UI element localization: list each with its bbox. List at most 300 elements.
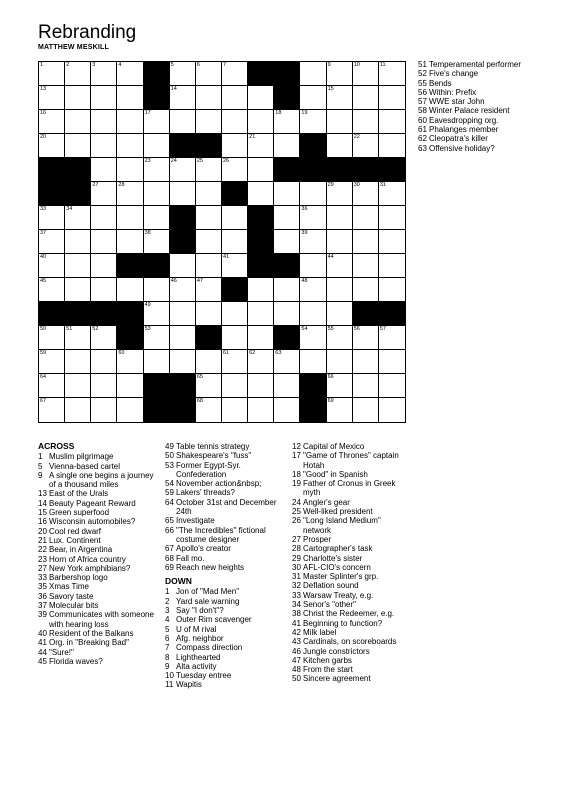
clue-item [292, 554, 410, 563]
clue-number: 31 [292, 572, 301, 582]
grid-cell[interactable] [65, 374, 91, 398]
grid-cell[interactable] [248, 182, 274, 206]
clue-number: 67 [165, 544, 174, 554]
cell-number: 68 [196, 398, 203, 404]
cell-number: 22 [353, 134, 360, 140]
clue-item [418, 125, 538, 134]
grid-cell[interactable] [274, 278, 300, 302]
clue-item [165, 597, 283, 606]
clue-number: 65 [165, 516, 174, 526]
grid-cell[interactable] [379, 326, 405, 350]
grid-cell[interactable] [117, 62, 143, 86]
grid-cell[interactable] [248, 134, 274, 158]
grid-cell[interactable] [353, 350, 379, 374]
grid-cell[interactable] [39, 350, 65, 374]
clue-item [292, 665, 410, 674]
clue-text: Sincere agreement [303, 674, 371, 684]
grid-cell[interactable] [91, 278, 117, 302]
grid-cell[interactable] [39, 254, 65, 278]
grid-cell[interactable] [379, 86, 405, 110]
grid-cell[interactable] [379, 278, 405, 302]
clue-number: 1 [165, 587, 170, 597]
grid-cell[interactable] [274, 350, 300, 374]
grid-cell[interactable] [222, 86, 248, 110]
grid-cell[interactable] [327, 398, 353, 422]
clue-item [38, 564, 156, 573]
clue-text: U of M rival [176, 624, 217, 634]
clue-text: Bends [429, 78, 452, 88]
grid-cell[interactable] [117, 134, 143, 158]
clue-item [292, 470, 410, 479]
grid-cell[interactable] [274, 230, 300, 254]
grid-cell[interactable] [379, 254, 405, 278]
grid-cell[interactable] [379, 134, 405, 158]
grid-cell[interactable] [274, 206, 300, 230]
cell-number: 41 [223, 254, 230, 260]
cell-number: 3 [92, 62, 96, 68]
grid-cell[interactable] [222, 110, 248, 134]
grid-cell[interactable] [65, 350, 91, 374]
grid-block [274, 62, 300, 86]
clue-item [38, 629, 156, 638]
grid-cell[interactable] [170, 254, 196, 278]
grid-cell[interactable] [39, 398, 65, 422]
grid-cell[interactable] [248, 110, 274, 134]
grid-block [248, 254, 274, 278]
grid-block [170, 206, 196, 230]
grid-cell[interactable] [353, 326, 379, 350]
grid-cell[interactable] [170, 182, 196, 206]
grid-cell[interactable] [300, 326, 326, 350]
grid-cell[interactable] [91, 206, 117, 230]
clue-text: Cartographer's task [303, 544, 373, 554]
grid-cell[interactable] [300, 86, 326, 110]
grid-cell[interactable] [248, 374, 274, 398]
grid-cell[interactable] [117, 182, 143, 206]
grid-cell[interactable] [327, 254, 353, 278]
clue-number: 69 [165, 562, 174, 572]
grid-cell[interactable] [379, 350, 405, 374]
grid-block [65, 302, 91, 326]
clue-item [38, 601, 156, 610]
clue-text: Tuesday entree [176, 671, 232, 681]
clue-text: Former Egypt-Syr. Confederation [176, 460, 241, 479]
grid-cell[interactable] [222, 134, 248, 158]
clue-column-3 [292, 442, 410, 684]
grid-cell[interactable] [170, 86, 196, 110]
cell-number: 39 [301, 230, 308, 236]
grid-cell[interactable] [170, 110, 196, 134]
cell-number: 5 [170, 62, 174, 68]
clue-number: 52 [418, 69, 427, 79]
clue-number: 45 [38, 656, 47, 666]
clue-item [418, 106, 538, 115]
clue-number: 59 [165, 488, 174, 498]
grid-cell[interactable] [117, 206, 143, 230]
grid-cell[interactable] [196, 110, 222, 134]
clue-item [38, 471, 156, 490]
grid-cell[interactable] [144, 302, 170, 326]
clue-text: Wisconsin automobiles? [49, 517, 136, 527]
grid-cell[interactable] [91, 254, 117, 278]
clue-item [418, 88, 538, 97]
clue-text: Communicates with someone with hearing loss [49, 610, 154, 629]
grid-cell[interactable] [117, 374, 143, 398]
grid-cell[interactable] [65, 326, 91, 350]
grid-cell[interactable] [65, 110, 91, 134]
grid-cell[interactable] [222, 326, 248, 350]
clue-item [292, 600, 410, 609]
clue-number: 4 [165, 615, 170, 625]
grid-block [144, 86, 170, 110]
grid-cell[interactable] [91, 350, 117, 374]
grid-block [196, 134, 222, 158]
grid-cell[interactable] [144, 350, 170, 374]
grid-cell[interactable] [353, 206, 379, 230]
grid-cell[interactable] [39, 326, 65, 350]
grid-cell[interactable] [353, 254, 379, 278]
grid-cell[interactable] [274, 374, 300, 398]
clue-item [38, 610, 156, 629]
grid-cell[interactable] [222, 254, 248, 278]
clue-number: 23 [38, 554, 47, 564]
cell-number: 57 [379, 326, 386, 332]
grid-cell[interactable] [379, 62, 405, 86]
grid-cell[interactable] [196, 374, 222, 398]
clue-text: Master Splinter's grp. [303, 572, 379, 582]
grid-cell[interactable] [91, 374, 117, 398]
grid-cell[interactable] [300, 350, 326, 374]
clue-text: "Good" in Spanish [303, 469, 368, 479]
clue-number: 51 [418, 60, 427, 69]
grid-cell[interactable] [39, 110, 65, 134]
grid-cell[interactable] [196, 398, 222, 422]
clue-number: 28 [292, 544, 301, 554]
clue-item [165, 563, 283, 572]
grid-cell[interactable] [353, 230, 379, 254]
cell-number: 10 [353, 62, 360, 68]
grid-cell[interactable] [117, 350, 143, 374]
grid-cell[interactable] [379, 206, 405, 230]
grid-cell[interactable] [91, 326, 117, 350]
grid-cell[interactable] [248, 350, 274, 374]
clue-item [292, 442, 410, 451]
grid-cell[interactable] [300, 302, 326, 326]
grid-cell[interactable] [144, 158, 170, 182]
grid-cell[interactable] [300, 62, 326, 86]
grid-block [379, 158, 405, 182]
grid-cell[interactable] [327, 62, 353, 86]
clue-item [38, 582, 156, 591]
grid-cell[interactable] [117, 230, 143, 254]
grid-cell[interactable] [222, 62, 248, 86]
clue-number: 39 [38, 610, 47, 620]
grid-cell[interactable] [65, 206, 91, 230]
clue-text: Five's change [429, 69, 479, 79]
grid-cell[interactable] [117, 398, 143, 422]
grid-cell[interactable] [379, 110, 405, 134]
clue-text: Charlotte's sister [303, 553, 363, 563]
cell-number: 38 [144, 230, 151, 236]
grid-cell[interactable] [327, 182, 353, 206]
puzzle-author: MATTHEW MESKILL [38, 44, 109, 51]
grid-cell[interactable] [91, 230, 117, 254]
clue-text: November action&nbsp; [176, 479, 262, 489]
grid-cell[interactable] [117, 110, 143, 134]
clue-text: New York amphibians? [49, 563, 131, 573]
cell-number: 67 [40, 398, 47, 404]
grid-cell[interactable] [196, 254, 222, 278]
grid-cell[interactable] [353, 182, 379, 206]
grid-block [91, 302, 117, 326]
clue-text: "Long Island Medium" network [303, 516, 381, 535]
grid-cell[interactable] [353, 374, 379, 398]
grid-cell[interactable] [65, 254, 91, 278]
grid-cell[interactable] [196, 182, 222, 206]
clue-text: Afg. neighbor [176, 633, 224, 643]
grid-cell[interactable] [65, 134, 91, 158]
grid-block [274, 86, 300, 110]
grid-cell[interactable] [274, 182, 300, 206]
clue-item [165, 442, 283, 451]
cell-number: 50 [40, 326, 47, 332]
grid-cell[interactable] [196, 350, 222, 374]
grid-cell[interactable] [144, 110, 170, 134]
clue-text: Florida waves? [49, 656, 103, 666]
clue-item [418, 60, 538, 69]
clue-number: 9 [165, 661, 170, 671]
grid-cell[interactable] [300, 230, 326, 254]
grid-cell[interactable] [379, 230, 405, 254]
grid-cell[interactable] [196, 302, 222, 326]
grid-cell[interactable] [91, 62, 117, 86]
grid-cell[interactable] [144, 206, 170, 230]
clue-item [38, 657, 156, 666]
grid-cell[interactable] [327, 326, 353, 350]
clue-item [418, 97, 538, 106]
grid-cell[interactable] [65, 278, 91, 302]
grid-cell[interactable] [300, 278, 326, 302]
grid-block [117, 326, 143, 350]
grid-cell[interactable] [170, 158, 196, 182]
grid-cell[interactable] [248, 86, 274, 110]
grid-cell[interactable] [300, 206, 326, 230]
clue-text: Deflation sound [303, 581, 359, 591]
grid-cell[interactable] [222, 206, 248, 230]
grid-cell[interactable] [248, 398, 274, 422]
grid-cell[interactable] [222, 350, 248, 374]
grid-cell[interactable] [91, 110, 117, 134]
grid-cell[interactable] [196, 278, 222, 302]
clue-number: 1 [38, 452, 43, 462]
grid-cell[interactable] [65, 86, 91, 110]
grid-cell[interactable] [248, 278, 274, 302]
clue-text: Fall mo. [176, 553, 205, 563]
cell-number: 45 [40, 278, 47, 284]
clue-number: 58 [418, 106, 427, 116]
clue-number: 13 [38, 489, 47, 499]
clue-item [292, 581, 410, 590]
clue-number: 37 [38, 601, 47, 611]
clue-text: Prosper [303, 534, 332, 544]
clue-number: 50 [165, 451, 174, 461]
grid-cell[interactable] [327, 302, 353, 326]
grid-cell[interactable] [327, 350, 353, 374]
grid-block [144, 374, 170, 398]
cell-number: 16 [40, 110, 47, 116]
clue-number: 12 [292, 442, 301, 451]
clue-item [38, 452, 156, 461]
cell-number: 49 [144, 302, 151, 308]
grid-cell[interactable] [300, 254, 326, 278]
grid-block [353, 158, 379, 182]
grid-block [300, 374, 326, 398]
clue-text: From the start [303, 665, 353, 675]
cell-number: 9 [327, 62, 331, 68]
grid-cell[interactable] [196, 158, 222, 182]
grid-cell[interactable] [274, 398, 300, 422]
cell-number: 53 [144, 326, 151, 332]
grid-cell[interactable] [327, 86, 353, 110]
grid-cell[interactable] [327, 374, 353, 398]
grid-cell[interactable] [222, 302, 248, 326]
grid-cell[interactable] [353, 62, 379, 86]
clue-number: 8 [165, 652, 170, 662]
grid-cell[interactable] [39, 206, 65, 230]
grid-cell[interactable] [117, 158, 143, 182]
grid-cell[interactable] [144, 182, 170, 206]
grid-cell[interactable] [170, 278, 196, 302]
grid-cell[interactable] [39, 62, 65, 86]
grid-cell[interactable] [248, 302, 274, 326]
cell-number: 14 [170, 86, 177, 92]
grid-cell[interactable] [39, 86, 65, 110]
grid-cell[interactable] [353, 278, 379, 302]
cell-number: 44 [327, 254, 334, 260]
grid-cell[interactable] [327, 134, 353, 158]
grid-cell[interactable] [91, 182, 117, 206]
clue-number: 15 [38, 508, 47, 518]
grid-cell[interactable] [222, 158, 248, 182]
grid-block [39, 182, 65, 206]
clue-number: 24 [292, 497, 301, 507]
grid-cell[interactable] [91, 158, 117, 182]
grid-cell[interactable] [170, 350, 196, 374]
grid-cell[interactable] [353, 110, 379, 134]
grid-cell[interactable] [39, 374, 65, 398]
grid-cell[interactable] [39, 278, 65, 302]
cell-number: 69 [327, 398, 334, 404]
grid-cell[interactable] [327, 110, 353, 134]
grid-cell[interactable] [144, 230, 170, 254]
grid-cell[interactable] [379, 374, 405, 398]
clue-text: Capital of Mexico [303, 442, 365, 451]
clue-item [165, 615, 283, 624]
clue-number: 66 [165, 525, 174, 535]
grid-cell[interactable] [222, 230, 248, 254]
grid-cell[interactable] [222, 374, 248, 398]
clue-text: Green superfood [49, 508, 110, 518]
grid-cell[interactable] [65, 62, 91, 86]
cell-number: 18 [275, 110, 282, 116]
clue-text: Lux. Continent [49, 535, 101, 545]
clue-item [165, 526, 283, 545]
clue-number: 11 [165, 680, 174, 690]
grid-cell[interactable] [196, 206, 222, 230]
down-heading: DOWN [165, 576, 192, 587]
grid-cell[interactable] [379, 398, 405, 422]
grid-cell[interactable] [379, 182, 405, 206]
grid-cell[interactable] [274, 302, 300, 326]
grid-cell[interactable] [65, 230, 91, 254]
grid-cell[interactable] [196, 86, 222, 110]
grid-cell[interactable] [300, 110, 326, 134]
grid-cell[interactable] [91, 398, 117, 422]
grid-cell[interactable] [117, 86, 143, 110]
grid-cell[interactable] [327, 206, 353, 230]
cell-number: 26 [223, 158, 230, 164]
grid-cell[interactable] [248, 326, 274, 350]
grid-cell[interactable] [39, 230, 65, 254]
grid-block [170, 398, 196, 422]
grid-cell[interactable] [65, 398, 91, 422]
grid-cell[interactable] [327, 278, 353, 302]
grid-cell[interactable] [144, 326, 170, 350]
grid-cell[interactable] [274, 134, 300, 158]
cell-number: 46 [170, 278, 177, 284]
grid-cell[interactable] [327, 230, 353, 254]
grid-cell[interactable] [353, 134, 379, 158]
cell-number: 13 [40, 86, 47, 92]
grid-cell[interactable] [170, 326, 196, 350]
grid-cell[interactable] [39, 134, 65, 158]
grid-cell[interactable] [196, 230, 222, 254]
clue-text: Outer Rim scavenger [176, 615, 252, 625]
grid-cell[interactable] [222, 398, 248, 422]
grid-cell[interactable] [274, 110, 300, 134]
grid-block [117, 302, 143, 326]
grid-cell[interactable] [248, 158, 274, 182]
grid-cell[interactable] [144, 278, 170, 302]
grid-cell[interactable] [144, 134, 170, 158]
clue-number: 14 [38, 498, 47, 508]
grid-block [300, 134, 326, 158]
grid-cell[interactable] [300, 182, 326, 206]
grid-cell[interactable] [196, 62, 222, 86]
clue-item [165, 544, 283, 553]
clue-item [292, 563, 410, 572]
grid-cell[interactable] [170, 62, 196, 86]
grid-cell[interactable] [91, 134, 117, 158]
grid-cell[interactable] [117, 278, 143, 302]
grid-block [144, 62, 170, 86]
grid-cell[interactable] [91, 86, 117, 110]
clue-number: 50 [292, 674, 301, 684]
cell-number: 56 [353, 326, 360, 332]
clue-item [165, 643, 283, 652]
grid-cell[interactable] [353, 86, 379, 110]
grid-cell[interactable] [170, 302, 196, 326]
grid-block [65, 158, 91, 182]
clue-number: 21 [38, 535, 47, 545]
clue-number: 2 [165, 596, 170, 606]
clue-text: "Sure!" [49, 647, 74, 657]
clue-text: Reach new heights [176, 562, 245, 572]
clue-text: Bear, in Argentina [49, 545, 113, 555]
clue-text: Winter Palace resident [429, 106, 510, 116]
grid-cell[interactable] [353, 398, 379, 422]
clue-item [38, 499, 156, 508]
